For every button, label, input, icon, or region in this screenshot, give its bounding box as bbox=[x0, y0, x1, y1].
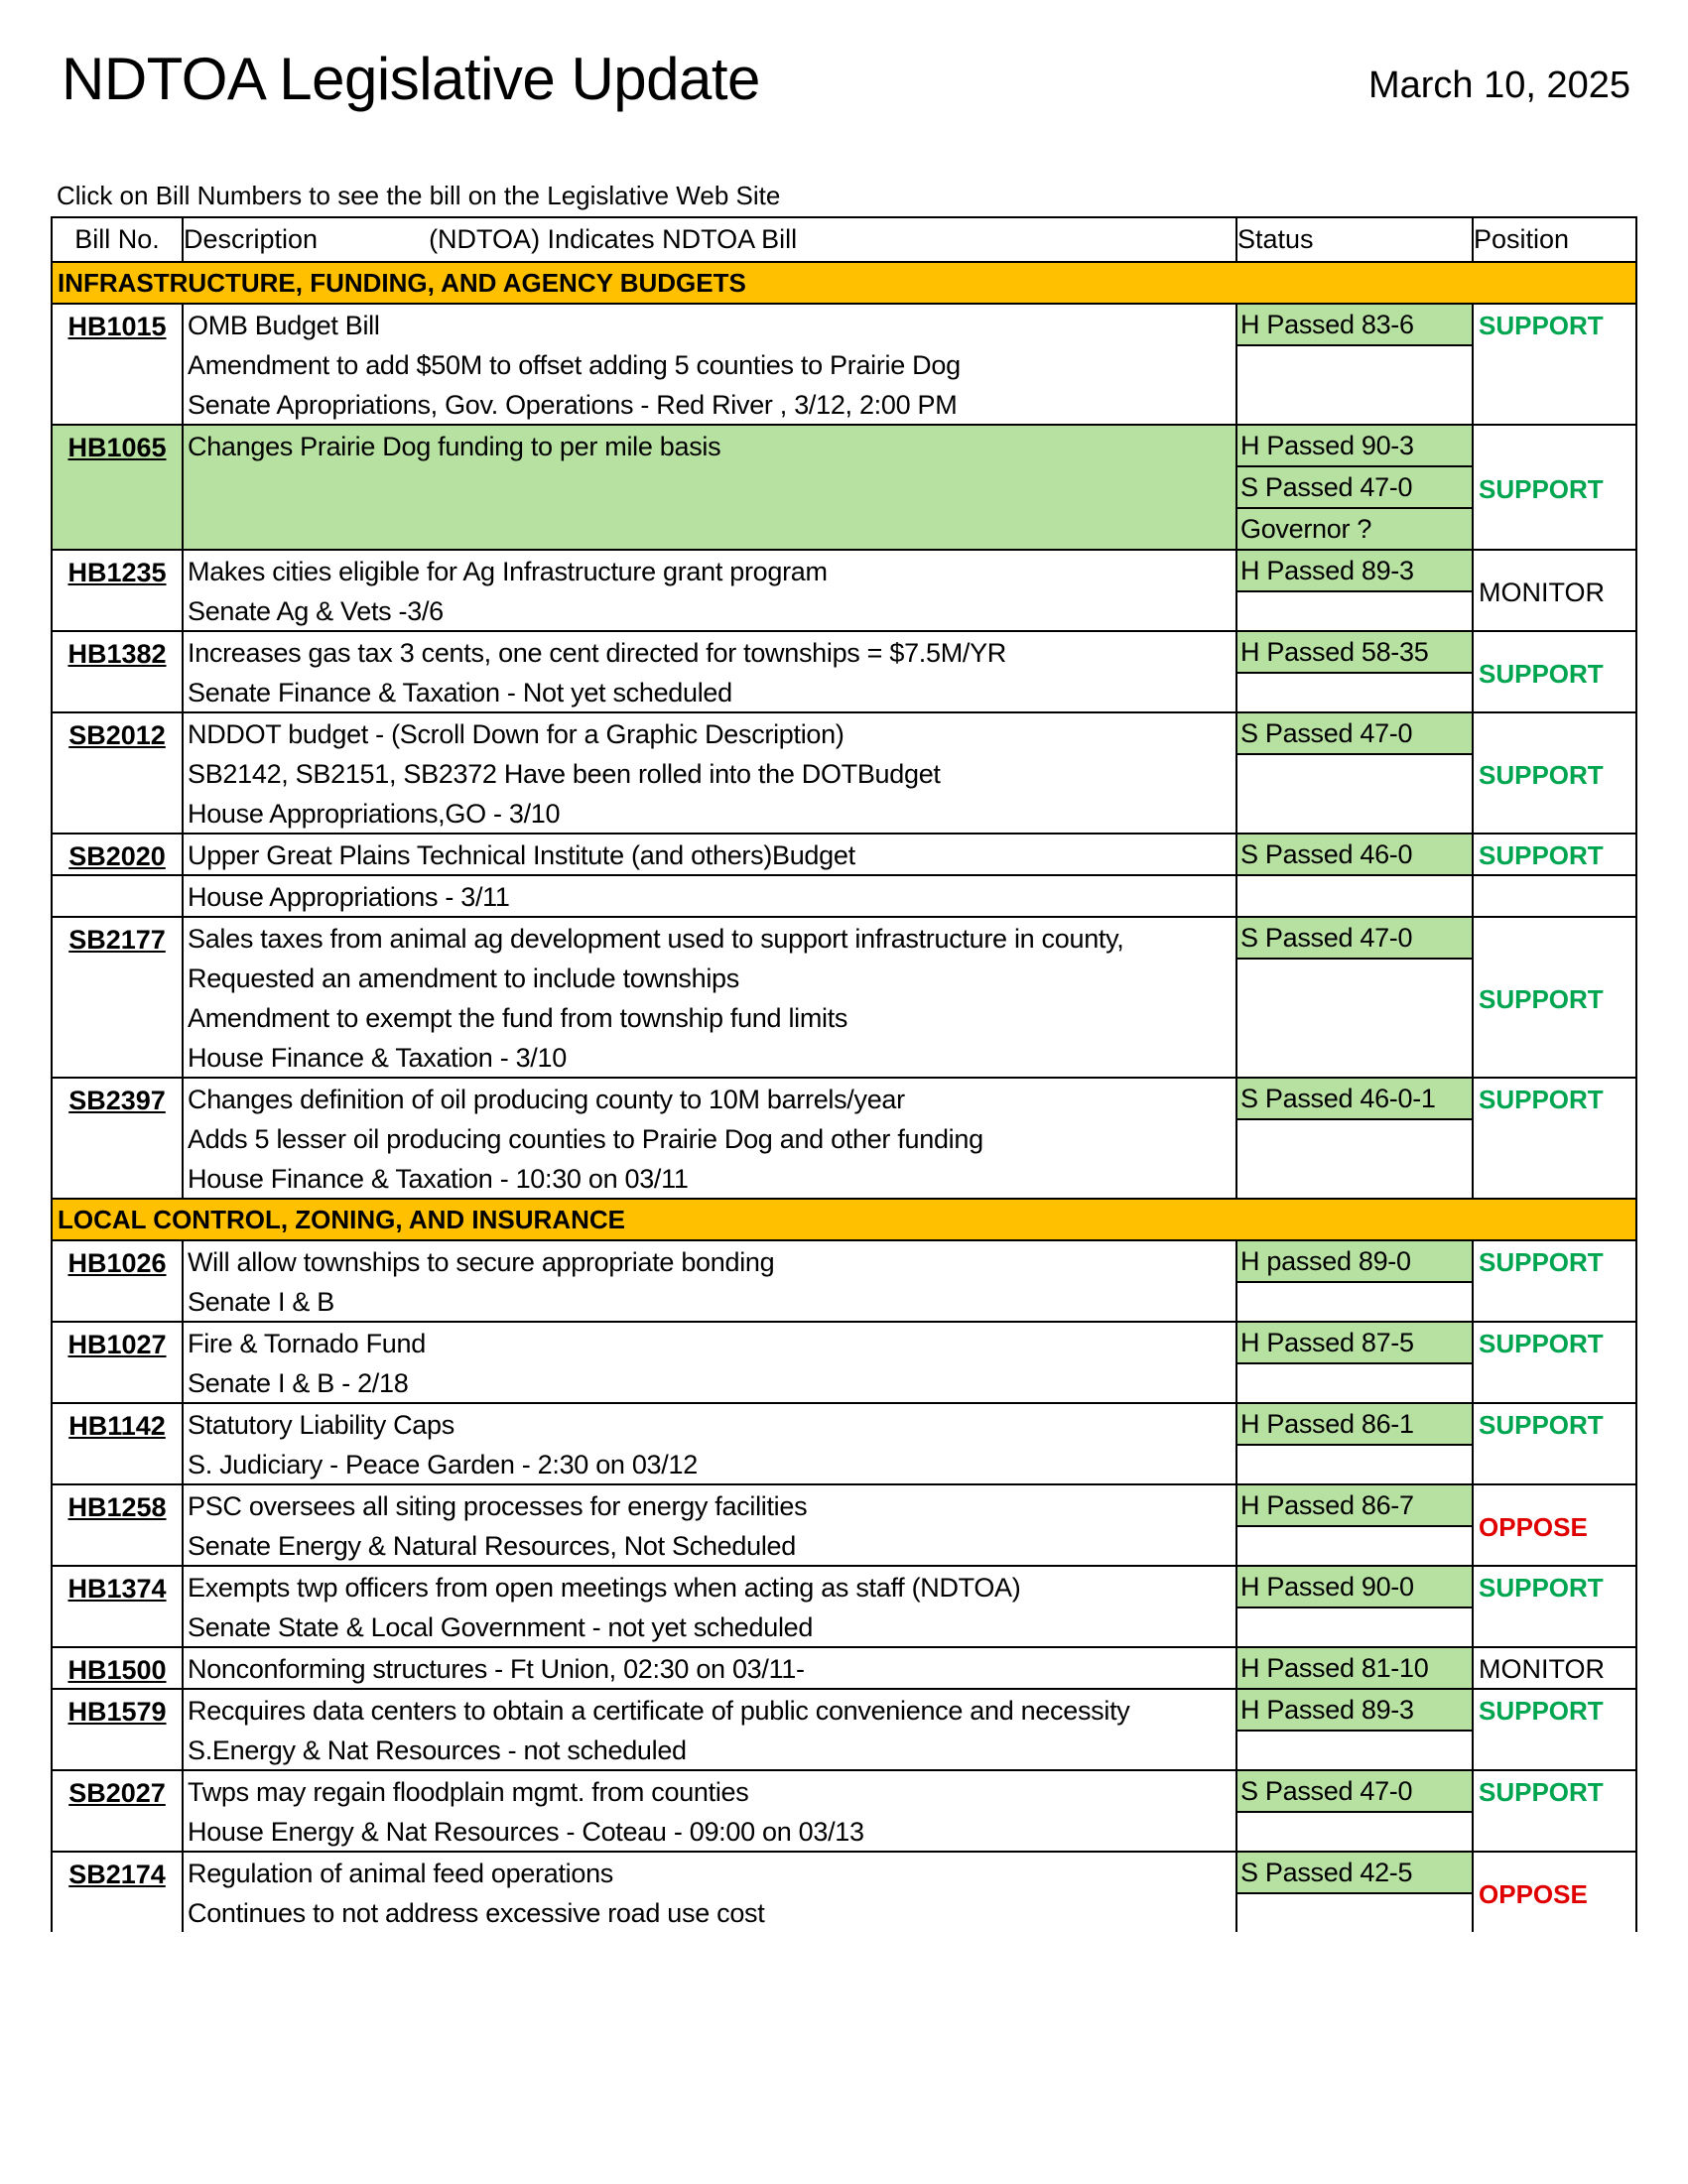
section-row bbox=[52, 1199, 1636, 1240]
section-title: LOCAL CONTROL, ZONING, AND INSURANCE bbox=[52, 1199, 1636, 1240]
bill-link[interactable]: HB1142 bbox=[68, 1411, 166, 1441]
description-line: S. Judiciary - Peace Garden - 2:30 on 03/12 bbox=[188, 1450, 698, 1479]
description-line: OMB Budget Bill bbox=[188, 311, 380, 340]
description-line: House Finance & Taxation - 3/10 bbox=[188, 1043, 567, 1073]
bill-number-cell bbox=[52, 1322, 183, 1403]
bill-number-cell bbox=[52, 875, 183, 917]
description-line: Nonconforming structures - Ft Union, 02:30 on 03/11- bbox=[188, 1654, 805, 1684]
description-line: Changes definition of oil producing county to 10M barrels/year bbox=[188, 1085, 905, 1114]
position-label: SUPPORT bbox=[1479, 983, 1604, 1014]
status-cell bbox=[1236, 1240, 1473, 1322]
description-cell bbox=[183, 917, 1236, 1078]
page-bottom-margin bbox=[0, 2119, 1688, 2184]
bill-link[interactable]: HB1065 bbox=[67, 433, 167, 462]
table-row bbox=[52, 1078, 1636, 1199]
position-cell bbox=[1473, 1852, 1636, 1932]
bill-link[interactable]: HB1027 bbox=[67, 1330, 167, 1359]
description-cell bbox=[183, 1484, 1236, 1566]
position-cell bbox=[1473, 834, 1636, 875]
position-label: SUPPORT bbox=[1479, 1410, 1604, 1440]
table-row bbox=[52, 1240, 1636, 1322]
bill-link[interactable]: SB2020 bbox=[68, 841, 166, 871]
column-header-position: Position bbox=[1473, 217, 1636, 262]
status-line: H Passed 89-3 bbox=[1237, 1690, 1472, 1732]
column-header-description bbox=[183, 217, 1236, 262]
status-cell bbox=[1236, 1484, 1473, 1566]
status-line: S Passed 47-0 bbox=[1237, 918, 1472, 960]
description-line: Amendment to add $50M to offset adding 5 counties to Prairie Dog bbox=[188, 350, 961, 380]
update-date: March 10, 2025 bbox=[1367, 64, 1630, 106]
position-label: SUPPORT bbox=[1479, 658, 1604, 689]
position-cell bbox=[1473, 1322, 1636, 1403]
position-cell bbox=[1473, 1484, 1636, 1566]
column-header-bill: Bill No. bbox=[52, 217, 183, 262]
status-line: S Passed 47-0 bbox=[1237, 1771, 1472, 1813]
description-line: Changes Prairie Dog funding to per mile basis bbox=[188, 432, 721, 461]
status-cell bbox=[1236, 631, 1473, 712]
bill-number-cell bbox=[52, 1078, 183, 1199]
description-cell bbox=[183, 1322, 1236, 1403]
description-line: Senate Apropriations, Gov. Operations - Red River , 3/12, 2:00 PM bbox=[188, 390, 958, 420]
status-cell bbox=[1236, 304, 1473, 425]
description-line: PSC oversees all siting processes for energy facilities bbox=[188, 1491, 808, 1521]
description-cell bbox=[183, 712, 1236, 834]
description-line: NDDOT budget - (Scroll Down for a Graphic Description) bbox=[188, 719, 844, 749]
bill-link[interactable]: HB1374 bbox=[67, 1574, 167, 1604]
position-cell bbox=[1473, 631, 1636, 712]
bill-link[interactable]: HB1579 bbox=[67, 1697, 167, 1727]
description-cell bbox=[183, 1078, 1236, 1199]
status-line: H Passed 81-10 bbox=[1237, 1648, 1472, 1688]
table-row bbox=[52, 1852, 1636, 1932]
table-row bbox=[52, 875, 1636, 917]
position-cell bbox=[1473, 917, 1636, 1078]
status-cell bbox=[1236, 550, 1473, 631]
column-header-status: Status bbox=[1236, 217, 1473, 262]
table-body bbox=[52, 262, 1636, 1932]
bill-number-cell bbox=[52, 425, 183, 550]
position-label: SUPPORT bbox=[1479, 840, 1604, 870]
bill-link[interactable]: HB1026 bbox=[67, 1248, 167, 1278]
bill-table bbox=[51, 216, 1637, 1932]
status-line: H Passed 90-3 bbox=[1237, 426, 1472, 467]
status-cell bbox=[1236, 1078, 1473, 1199]
position-label: OPPOSE bbox=[1479, 1511, 1588, 1542]
bill-number-cell bbox=[52, 1770, 183, 1852]
description-cell bbox=[183, 1240, 1236, 1322]
description-line: Senate I & B - 2/18 bbox=[188, 1368, 409, 1398]
status-line: H Passed 86-7 bbox=[1237, 1485, 1472, 1527]
description-line: Exempts twp officers from open meetings when acting as staff (NDTOA) bbox=[188, 1573, 1021, 1603]
position-cell bbox=[1473, 1689, 1636, 1770]
status-line: H Passed 58-35 bbox=[1237, 632, 1472, 674]
status-line: S Passed 47-0 bbox=[1237, 713, 1472, 755]
description-line: Fire & Tornado Fund bbox=[188, 1329, 426, 1358]
bill-number-cell bbox=[52, 834, 183, 875]
description-line: House Appropriations,GO - 3/10 bbox=[188, 799, 561, 829]
bill-number-cell bbox=[52, 1240, 183, 1322]
bill-link[interactable]: HB1015 bbox=[67, 312, 167, 341]
description-line: Upper Great Plains Technical Institute (and others)Budget bbox=[188, 840, 855, 870]
status-line: S Passed 46-0-1 bbox=[1237, 1079, 1472, 1120]
description-cell bbox=[183, 1770, 1236, 1852]
status-cell bbox=[1236, 1566, 1473, 1647]
status-line: S Passed 46-0 bbox=[1237, 835, 1472, 874]
status-line: H Passed 87-5 bbox=[1237, 1323, 1472, 1364]
description-line: Twps may regain floodplain mgmt. from counties bbox=[188, 1777, 749, 1807]
table-row bbox=[52, 425, 1636, 550]
table-row bbox=[52, 1566, 1636, 1647]
status-line: H passed 89-0 bbox=[1237, 1241, 1472, 1283]
description-line: S.Energy & Nat Resources - not scheduled bbox=[188, 1735, 687, 1765]
description-line: SB2142, SB2151, SB2372 Have been rolled into the DOTBudget bbox=[188, 759, 941, 789]
status-line: H Passed 90-0 bbox=[1237, 1567, 1472, 1608]
table-row bbox=[52, 1322, 1636, 1403]
description-cell bbox=[183, 1647, 1236, 1689]
column-header-description-note: (NDTOA) Indicates NDTOA Bill bbox=[429, 224, 798, 254]
status-cell bbox=[1236, 834, 1473, 875]
bill-link[interactable]: SB2177 bbox=[68, 925, 166, 955]
status-line: Governor ? bbox=[1237, 509, 1472, 549]
section-title: INFRASTRUCTURE, FUNDING, AND AGENCY BUDGETS bbox=[52, 262, 1636, 304]
position-cell bbox=[1473, 1240, 1636, 1322]
table-row bbox=[52, 304, 1636, 425]
bill-number-cell bbox=[52, 1566, 183, 1647]
description-cell bbox=[183, 875, 1236, 917]
description-cell bbox=[183, 1689, 1236, 1770]
section-row bbox=[52, 262, 1636, 304]
description-line: Amendment to exempt the fund from township fund limits bbox=[188, 1003, 848, 1033]
position-label: SUPPORT bbox=[1479, 1247, 1604, 1277]
position-cell bbox=[1473, 1566, 1636, 1647]
bill-number-cell bbox=[52, 550, 183, 631]
column-header-description-label: Description bbox=[184, 224, 319, 254]
bill-number-cell bbox=[52, 1484, 183, 1566]
position-cell bbox=[1473, 1647, 1636, 1689]
bill-number-cell bbox=[52, 1689, 183, 1770]
bill-link[interactable]: HB1382 bbox=[67, 639, 167, 669]
position-cell bbox=[1473, 875, 1636, 917]
description-line: Adds 5 lesser oil producing counties to Prairie Dog and other funding bbox=[188, 1124, 983, 1154]
position-label: SUPPORT bbox=[1479, 1573, 1604, 1603]
status-cell bbox=[1236, 712, 1473, 834]
bill-link[interactable]: SB2397 bbox=[68, 1086, 166, 1115]
description-line: Requested an amendment to include townships bbox=[188, 964, 739, 993]
status-line: H Passed 83-6 bbox=[1237, 305, 1472, 346]
description-line: Makes cities eligible for Ag Infrastructure grant program bbox=[188, 557, 828, 586]
description-line: House Energy & Nat Resources - Coteau - 09:00 on 03/13 bbox=[188, 1817, 864, 1847]
status-cell bbox=[1236, 1689, 1473, 1770]
page-title: NDTOA Legislative Update bbox=[62, 46, 760, 112]
description-line: House Finance & Taxation - 10:30 on 03/11 bbox=[188, 1164, 689, 1194]
instruction-note: Click on Bill Numbers to see the bill on the Legislative Web Site bbox=[57, 181, 781, 210]
status-cell bbox=[1236, 1770, 1473, 1852]
bill-number-cell bbox=[52, 712, 183, 834]
description-line: Senate Ag & Vets -3/6 bbox=[188, 596, 444, 626]
description-line: House Appropriations - 3/11 bbox=[188, 882, 510, 912]
position-cell bbox=[1473, 1078, 1636, 1199]
status-cell bbox=[1236, 875, 1473, 917]
bill-link[interactable]: SB2012 bbox=[68, 720, 166, 750]
bill-number-cell bbox=[52, 1852, 183, 1932]
position-label: MONITOR bbox=[1479, 1654, 1605, 1684]
status-line: S Passed 42-5 bbox=[1237, 1853, 1472, 1894]
description-line: Regulation of animal feed operations bbox=[188, 1859, 613, 1888]
status-line: S Passed 47-0 bbox=[1237, 467, 1472, 509]
description-cell bbox=[183, 425, 1236, 550]
status-cell bbox=[1236, 425, 1473, 550]
description-cell bbox=[183, 834, 1236, 875]
bill-link[interactable]: HB1258 bbox=[67, 1492, 167, 1522]
description-cell bbox=[183, 304, 1236, 425]
bill-link[interactable]: HB1235 bbox=[67, 558, 167, 587]
position-label: SUPPORT bbox=[1479, 1696, 1604, 1726]
position-label: SUPPORT bbox=[1479, 759, 1604, 790]
position-label: SUPPORT bbox=[1479, 1329, 1604, 1358]
description-line: Will allow townships to secure appropriate bonding bbox=[188, 1247, 775, 1277]
position-cell bbox=[1473, 550, 1636, 631]
bill-number-cell bbox=[52, 304, 183, 425]
status-cell bbox=[1236, 1647, 1473, 1689]
status-line: H Passed 89-3 bbox=[1237, 551, 1472, 592]
status-line: H Passed 86-1 bbox=[1237, 1404, 1472, 1446]
table-row bbox=[52, 1647, 1636, 1689]
table-row bbox=[52, 1770, 1636, 1852]
table-row bbox=[52, 631, 1636, 712]
position-label: SUPPORT bbox=[1479, 1085, 1604, 1114]
table-row bbox=[52, 550, 1636, 631]
description-cell bbox=[183, 1403, 1236, 1484]
description-cell bbox=[183, 1852, 1236, 1932]
table-row bbox=[52, 1689, 1636, 1770]
status-cell bbox=[1236, 1403, 1473, 1484]
position-cell bbox=[1473, 1770, 1636, 1852]
bill-link[interactable]: SB2027 bbox=[68, 1778, 166, 1808]
table-row bbox=[52, 834, 1636, 875]
description-line: Senate State & Local Government - not yet scheduled bbox=[188, 1612, 814, 1642]
description-line: Recquires data centers to obtain a certificate of public convenience and necessity bbox=[188, 1696, 1130, 1726]
table-row bbox=[52, 1484, 1636, 1566]
position-label: MONITOR bbox=[1479, 577, 1605, 607]
bill-number-cell bbox=[52, 631, 183, 712]
position-label: SUPPORT bbox=[1479, 1777, 1604, 1807]
position-cell bbox=[1473, 1403, 1636, 1484]
description-line: Increases gas tax 3 cents, one cent directed for townships = $7.5M/YR bbox=[188, 638, 1007, 668]
description-cell bbox=[183, 631, 1236, 712]
position-label: SUPPORT bbox=[1479, 473, 1604, 504]
bill-number-cell bbox=[52, 1403, 183, 1484]
table-header-row bbox=[52, 217, 1636, 262]
table-row bbox=[52, 917, 1636, 1078]
position-cell bbox=[1473, 425, 1636, 550]
status-cell bbox=[1236, 917, 1473, 1078]
bill-number-cell bbox=[52, 917, 183, 1078]
description-line: Sales taxes from animal ag development used to support infrastructure in county, bbox=[188, 924, 1124, 954]
status-cell bbox=[1236, 1852, 1473, 1932]
description-line: Continues to not address excessive road use cost bbox=[188, 1898, 765, 1928]
description-line: Senate Energy & Natural Resources, Not Scheduled bbox=[188, 1531, 796, 1561]
position-label: OPPOSE bbox=[1479, 1878, 1588, 1909]
table-row bbox=[52, 712, 1636, 834]
description-line: Senate I & B bbox=[188, 1287, 334, 1317]
description-cell bbox=[183, 550, 1236, 631]
table-row bbox=[52, 1403, 1636, 1484]
status-cell bbox=[1236, 1322, 1473, 1403]
description-line: Statutory Liability Caps bbox=[188, 1410, 454, 1440]
bill-link[interactable]: HB1500 bbox=[67, 1655, 167, 1685]
description-line: Senate Finance & Taxation - Not yet scheduled bbox=[188, 678, 732, 707]
bill-link[interactable]: SB2174 bbox=[68, 1860, 166, 1889]
position-label: SUPPORT bbox=[1479, 311, 1604, 340]
bill-number-cell bbox=[52, 1647, 183, 1689]
position-cell bbox=[1473, 712, 1636, 834]
position-cell bbox=[1473, 304, 1636, 425]
description-cell bbox=[183, 1566, 1236, 1647]
